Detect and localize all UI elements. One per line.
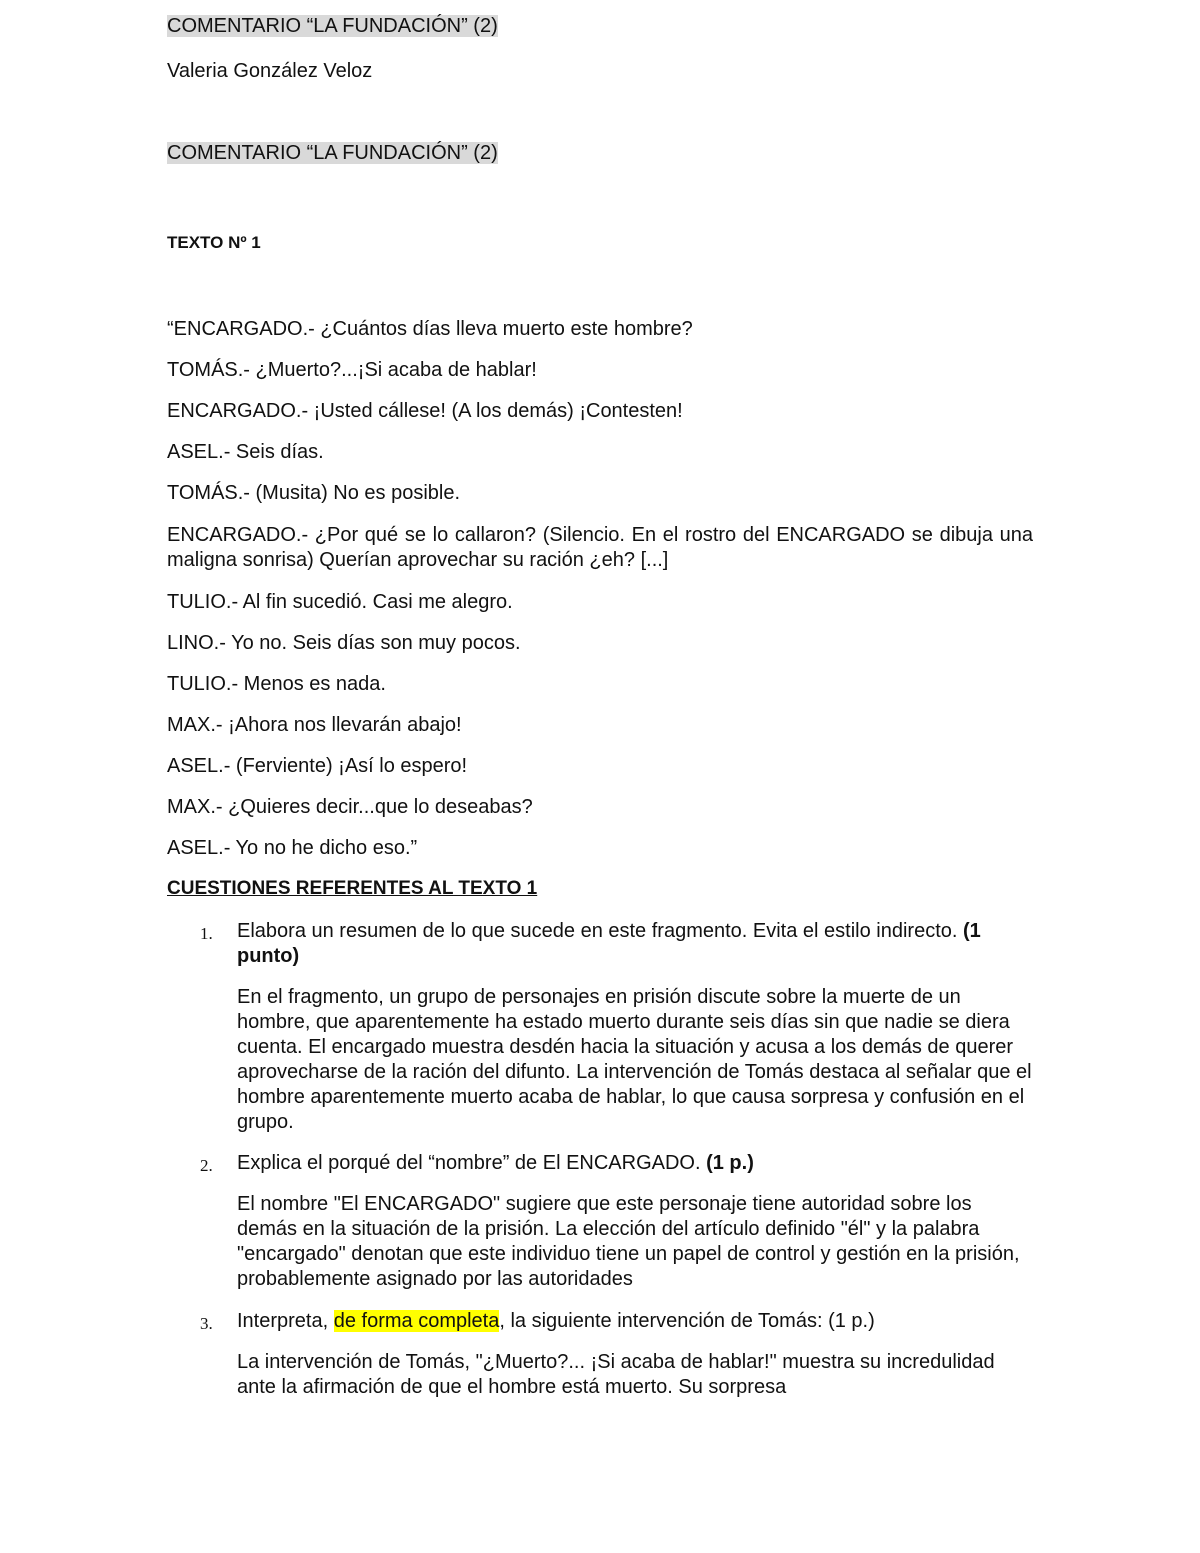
question-number: 2. bbox=[200, 1156, 213, 1175]
question-text: Explica el porqué del “nombre” de El ENCARGADO. (1 p.) bbox=[237, 1152, 754, 1174]
answer-text: El nombre "El ENCARGADO" sugiere que este personaje tiene autoridad sobre los demás en la situación de la prisión. La elección del artículo definido "él" y la palabra "encargado" denotan que este individuo tiene un papel de control y gestión en la prisión, probablemente asignado por las autoridades bbox=[237, 1193, 1020, 1290]
dialogue-line: ASEL.- Seis días. bbox=[167, 441, 324, 463]
questions-heading: CUESTIONES REFERENTES AL TEXTO 1 bbox=[167, 878, 538, 899]
dialogue-line: TOMÁS.- ¿Muerto?...¡Si acaba de hablar! bbox=[167, 359, 537, 381]
question-text: Interpreta, de forma completa, la siguiente intervención de Tomás: (1 p.) bbox=[237, 1310, 875, 1332]
dialogue-line: MAX.- ¡Ahora nos llevarán abajo! bbox=[167, 714, 462, 736]
dialogue-line: ASEL.- Yo no he dicho eso.” bbox=[167, 837, 418, 859]
highlighted-text: de forma completa bbox=[333, 1310, 500, 1332]
dialogue-line: TOMÁS.- (Musita) No es posible. bbox=[167, 482, 461, 504]
question-points: (1 punto) bbox=[237, 920, 981, 967]
dialogue-line: ENCARGADO.- ¡Usted cállese! (A los demás) ¡Contesten! bbox=[167, 400, 683, 422]
question-points: (1 p.) bbox=[706, 1152, 754, 1174]
dialogue-line: TULIO.- Al fin sucedió. Casi me alegro. bbox=[167, 591, 513, 613]
question-number: 1. bbox=[200, 924, 213, 943]
dialogue-line: ENCARGADO.- ¿Por qué se lo callaron? (Silencio. En el rostro del ENCARGADO se dibuja una maligna sonrisa) Querían aprovechar su ración ¿eh? [...] bbox=[167, 524, 1033, 571]
answer-text: En el fragmento, un grupo de personajes en prisión discute sobre la muerte de un hombre, que aparentemente ha estado muerto durante seis días sin que nadie se diera cuenta. El encargado muestra desdén hacia la situación y acusa a los demás de querer aprovecharse de la ración del difunto. La intervención de Tomás destaca al señalar que el hombre aparentemente muerto acaba de hablar, lo que causa sorpresa y confusión en el grupo. bbox=[237, 986, 1032, 1133]
doc-title: COMENTARIO “LA FUNDACIÓN” (2) bbox=[167, 15, 498, 37]
dialogue-line: LINO.- Yo no. Seis días son muy pocos. bbox=[167, 632, 521, 654]
answer-text: La intervención de Tomás, "¿Muerto?... ¡Si acaba de hablar!" muestra su incredulidad ante la afirmación de que el hombre está muerto. Su sorpresa bbox=[237, 1351, 995, 1398]
question-number: 3. bbox=[200, 1314, 213, 1333]
question-text: Elabora un resumen de lo que sucede en este fragmento. Evita el estilo indirecto. (1 punto) bbox=[237, 920, 981, 967]
text-number-heading: TEXTO Nº 1 bbox=[167, 233, 261, 252]
dialogue-line: MAX.- ¿Quieres decir...que lo deseabas? bbox=[167, 796, 533, 818]
dialogue-line: TULIO.- Menos es nada. bbox=[167, 673, 386, 695]
author-name: Valeria González Veloz bbox=[167, 60, 373, 82]
dialogue-line: ASEL.- (Ferviente) ¡Así lo espero! bbox=[167, 755, 468, 777]
dialogue-line: “ENCARGADO.- ¿Cuántos días lleva muerto este hombre? bbox=[167, 318, 693, 340]
doc-title-repeat: COMENTARIO “LA FUNDACIÓN” (2) bbox=[167, 142, 498, 164]
